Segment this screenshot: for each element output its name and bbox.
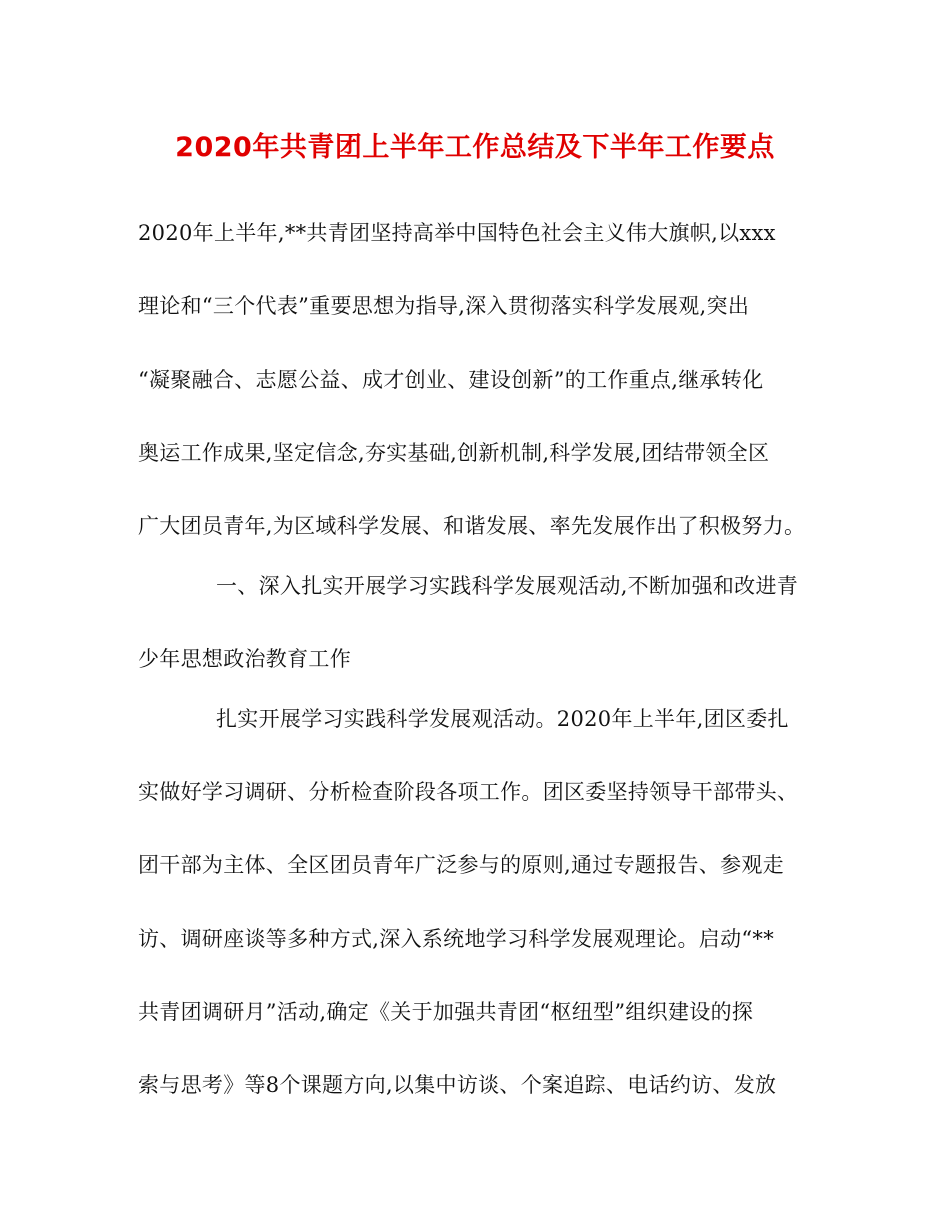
body-line-5: 广大团员青年,为区域科学发展、和谐发展、率先发展作出了积极努力。 — [138, 514, 806, 538]
body-line-2: 理论和“三个代表”重要思想为指导,深入贯彻落实科学发展观,突出 — [138, 294, 750, 318]
body-line-1: 2020年上半年,**共青团坚持高举中国特色社会主义伟大旗帜,以xxx — [138, 221, 776, 245]
body-line-12: 共青团调研月”活动,确定《关于加强共青团“枢纽型”组织建设的探 — [138, 1000, 754, 1024]
body-line-13: 索与思考》等8个课题方向,以集中访谈、个案追踪、电话约访、发放 — [138, 1073, 777, 1097]
section-heading-line-1: 一、深入扎实开展学习实践科学发展观活动,不断加强和改进青 — [216, 574, 799, 598]
body-line-8: 扎实开展学习实践科学发展观活动。2020年上半年,团区委扎 — [216, 707, 789, 731]
document-title: 2020年共青团上半年工作总结及下半年工作要点 — [175, 132, 775, 163]
body-line-3: “凝聚融合、志愿公益、成才创业、建设创新”的工作重点,继承转化 — [138, 368, 764, 392]
body-line-11: 访、调研座谈等多种方式,深入系统地学习科学发展观理论。启动“** — [138, 927, 775, 951]
body-line-9: 实做好学习调研、分析检查阶段各项工作。团区委坚持领导干部带头、 — [138, 780, 799, 804]
body-line-4: 奥运工作成果,坚定信念,夯实基础,创新机制,科学发展,团结带领全区 — [138, 441, 770, 465]
section-heading-line-2: 少年思想政治教育工作 — [138, 647, 351, 671]
body-line-10: 团干部为主体、全区团员青年广泛参与的原则,通过专题报告、参观走 — [138, 853, 784, 877]
